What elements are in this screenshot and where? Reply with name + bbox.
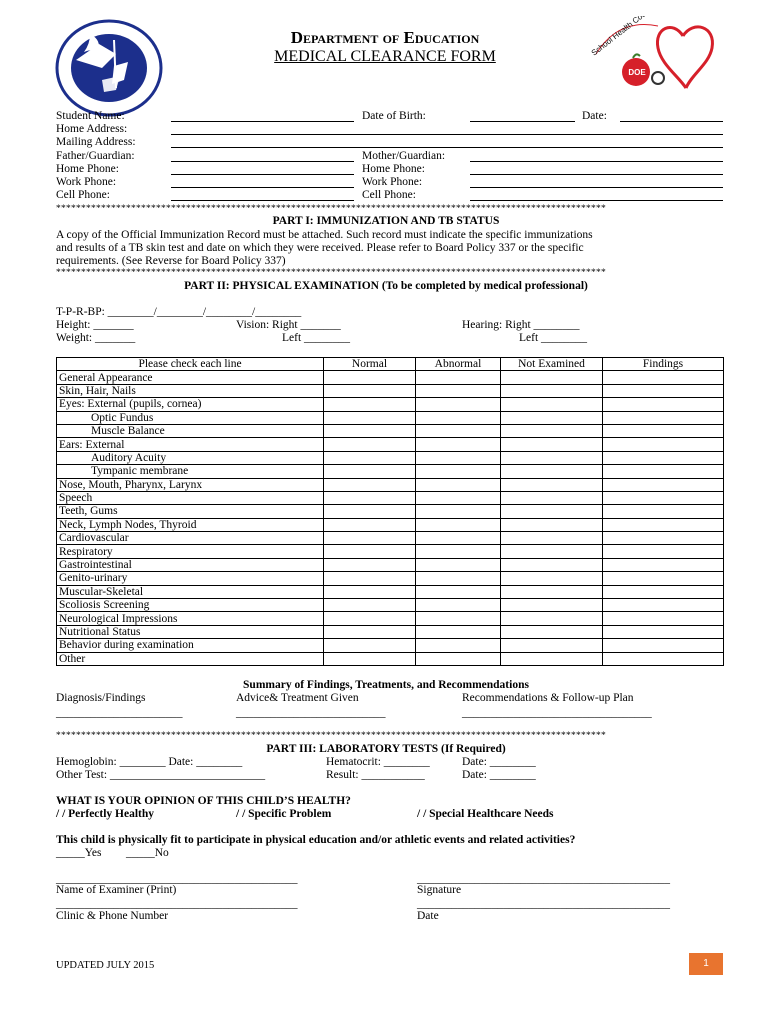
exam-item-label: Genito-urinary [57,572,324,585]
mother-cell-phone-field[interactable] [470,200,723,201]
abnormal-cell[interactable] [416,518,501,531]
part1-text-line3: requirements. (See Reverse for Board Policy 337) [56,255,286,267]
findings-cell[interactable] [603,384,724,397]
mailing-address-label: Mailing Address: [56,136,136,148]
option-special-healthcare-needs[interactable]: / / Special Healthcare Needs [417,808,554,820]
normal-cell[interactable] [324,518,416,531]
not-examined-cell[interactable] [501,438,603,451]
findings-cell[interactable] [603,424,724,437]
table-row [57,438,724,451]
home-address-field[interactable] [171,134,723,135]
not-examined-cell[interactable] [501,652,603,665]
examiner-name-field[interactable]: __________________________________________ [56,873,298,885]
table-row [57,478,724,491]
table-row [57,518,724,531]
header-findings: Findings [603,358,724,371]
findings-cell[interactable] [603,625,724,638]
not-examined-cell[interactable] [501,505,603,518]
table-row [57,572,724,585]
mother-work-phone-label: Work Phone: [362,176,423,188]
normal-cell[interactable] [324,652,416,665]
table-row [57,411,724,424]
findings-cell[interactable] [603,545,724,558]
abnormal-cell[interactable] [416,585,501,598]
abnormal-cell[interactable] [416,465,501,478]
exam-item-label: Auditory Acuity [57,451,324,464]
not-examined-cell[interactable] [501,572,603,585]
advice-field[interactable]: __________________________ [236,707,386,719]
table-row [57,398,724,411]
clinic-phone-label: Clinic & Phone Number [56,910,169,922]
clinic-phone-field[interactable]: __________________________________________ [56,898,298,910]
vision-right-field[interactable]: Vision: Right _______ [236,319,341,331]
part3-title: PART III: LABORATORY TESTS (If Required) [266,743,506,755]
normal-cell[interactable] [324,451,416,464]
exam-item-label: Ears: External [57,438,324,451]
abnormal-cell[interactable] [416,558,501,571]
student-name-label: Student Name: [56,110,125,122]
exam-item-label: Other [57,652,324,665]
findings-cell[interactable] [603,371,724,384]
updated-date: UPDATED JULY 2015 [56,960,155,971]
normal-cell[interactable] [324,371,416,384]
father-guardian-field[interactable] [171,161,354,162]
findings-cell[interactable] [603,612,724,625]
date-of-birth-label: Date of Birth: [362,110,426,122]
exam-item-label: Muscle Balance [57,424,324,437]
sign-date-field[interactable]: ____________________________________________ [417,898,670,910]
normal-cell[interactable] [324,639,416,652]
advice-treatment-label: Advice& Treatment Given [236,692,359,704]
table-row [57,585,724,598]
not-examined-cell[interactable] [501,518,603,531]
findings-cell[interactable] [603,505,724,518]
findings-cell[interactable] [603,585,724,598]
part1-text-line2: and results of a TB skin test and date on which they were received. Please refer to Board Policy 337 or the specific [56,242,584,254]
not-examined-cell[interactable] [501,424,603,437]
summary-title: Summary of Findings, Treatments, and Recommendations [243,679,529,691]
findings-cell[interactable] [603,491,724,504]
date-field[interactable] [620,121,723,122]
table-row [57,384,724,397]
findings-cell[interactable] [603,438,724,451]
hemoglobin-field[interactable]: Hemoglobin: ________ Date: ________ [56,756,243,768]
abnormal-cell[interactable] [416,639,501,652]
findings-cell[interactable] [603,398,724,411]
father-work-phone-field[interactable] [171,187,354,188]
father-cell-phone-label: Cell Phone: [56,189,110,201]
abnormal-cell[interactable] [416,532,501,545]
not-examined-cell[interactable] [501,465,603,478]
exam-item-label: Eyes: External (pupils, cornea) [57,398,324,411]
findings-cell[interactable] [603,558,724,571]
guam-doe-seal-logo [54,18,164,118]
not-examined-cell[interactable] [501,398,603,411]
findings-cell[interactable] [603,652,724,665]
not-examined-cell[interactable] [501,612,603,625]
not-examined-cell[interactable] [501,371,603,384]
recommendations-label: Recommendations & Follow-up Plan [462,692,634,704]
not-examined-cell[interactable] [501,411,603,424]
father-guardian-label: Father/Guardian: [56,150,135,162]
normal-cell[interactable] [324,585,416,598]
mother-cell-phone-label: Cell Phone: [362,189,416,201]
normal-cell[interactable] [324,438,416,451]
father-home-phone-field[interactable] [171,174,354,175]
fitness-no[interactable]: _____No [126,847,169,859]
exam-item-label: Cardiovascular [57,532,324,545]
findings-cell[interactable] [603,411,724,424]
abnormal-cell[interactable] [416,599,501,612]
abnormal-cell[interactable] [416,545,501,558]
table-row [57,451,724,464]
findings-cell[interactable] [603,451,724,464]
hearing-right-field[interactable]: Hearing: Right ________ [462,319,580,331]
doe-badge: DOE [628,68,646,77]
student-name-field[interactable] [171,121,354,122]
normal-cell[interactable] [324,625,416,638]
other-test-field[interactable]: Other Test: ___________________________ [56,769,266,781]
findings-cell[interactable] [603,478,724,491]
result-field[interactable]: Result: ___________ [326,769,425,781]
weight-field[interactable]: Weight: _______ [56,332,136,344]
exam-item-label: Neck, Lymph Nodes, Thyroid [57,518,324,531]
abnormal-cell[interactable] [416,411,501,424]
abnormal-cell[interactable] [416,625,501,638]
abnormal-cell[interactable] [416,491,501,504]
part1-text-line1: A copy of the Official Immunization Record must be attached. Such record must indicate the specific immunizations [56,229,593,241]
abnormal-cell[interactable] [416,451,501,464]
exam-item-label: Optic Fundus [57,411,324,424]
header-abnormal: Abnormal [416,358,501,371]
exam-item-label: Gastrointestinal [57,558,324,571]
normal-cell[interactable] [324,398,416,411]
exam-item-label: Scoliosis Screening [57,599,324,612]
findings-cell[interactable] [603,639,724,652]
recommendations-field[interactable]: _________________________________ [462,707,652,719]
part1-title: PART I: IMMUNIZATION AND TB STATUS [272,215,500,227]
exam-item-label: Teeth, Gums [57,505,324,518]
normal-cell[interactable] [324,465,416,478]
star-divider: ************************************************************************************************************** [56,731,606,741]
part2-title: PART II: PHYSICAL EXAMINATION (To be completed by medical professional) [184,280,588,292]
not-examined-cell[interactable] [501,585,603,598]
not-examined-cell[interactable] [501,545,603,558]
normal-cell[interactable] [324,505,416,518]
table-row [57,652,724,665]
normal-cell[interactable] [324,384,416,397]
table-row [57,639,724,652]
form-title: MEDICAL CLEARANCE FORM [274,48,496,65]
table-row [57,545,724,558]
findings-cell[interactable] [603,572,724,585]
hematocrit-date-field[interactable]: Date: ________ [462,756,536,768]
star-divider: ************************************************************************************************************** [56,268,606,278]
exam-item-label: Muscular-Skeletal [57,585,324,598]
height-field[interactable]: Height: _______ [56,319,134,331]
date-of-birth-field[interactable] [470,121,575,122]
normal-cell[interactable] [324,491,416,504]
findings-cell[interactable] [603,465,724,478]
hearing-left-field[interactable]: Left ________ [519,332,588,344]
physical-exam-table [56,357,724,666]
exam-item-label: Behavior during examination [57,639,324,652]
mother-guardian-field[interactable] [470,161,723,162]
normal-cell[interactable] [324,424,416,437]
not-examined-cell[interactable] [501,384,603,397]
svg-text:School Health Cou: School Health Cou [589,16,648,58]
not-examined-cell[interactable] [501,451,603,464]
exam-item-label: Respiratory [57,545,324,558]
abnormal-cell[interactable] [416,478,501,491]
mother-home-phone-label: Home Phone: [362,163,425,175]
school-health-counselors-logo [588,16,718,108]
exam-item-label: Neurological Impressions [57,612,324,625]
star-divider: ************************************************************************************************************** [56,204,606,214]
table-row [57,625,724,638]
sign-date-label: Date [417,910,439,922]
normal-cell[interactable] [324,545,416,558]
table-row [57,371,724,384]
table-row [57,612,724,625]
tprbp-field[interactable]: T-P-R-BP: ________/________/________/________ [56,306,302,318]
abnormal-cell[interactable] [416,424,501,437]
table-row [57,491,724,504]
fitness-question: This child is physically fit to participate in physical education and/or athletic events and related activities? [56,834,576,846]
abnormal-cell[interactable] [416,505,501,518]
not-examined-cell[interactable] [501,625,603,638]
table-header-row [57,358,724,371]
abnormal-cell[interactable] [416,398,501,411]
normal-cell[interactable] [324,478,416,491]
table-row [57,599,724,612]
father-home-phone-label: Home Phone: [56,163,119,175]
table-row [57,532,724,545]
exam-item-label: Speech [57,491,324,504]
exam-item-label: Tympanic membrane [57,465,324,478]
signature-field[interactable]: ____________________________________________ [417,873,670,885]
normal-cell[interactable] [324,532,416,545]
mother-work-phone-field[interactable] [470,187,723,188]
not-examined-cell[interactable] [501,532,603,545]
table-row [57,558,724,571]
mother-guardian-label: Mother/Guardian: [362,150,446,162]
exam-item-label: General Appearance [57,371,324,384]
vision-left-field[interactable]: Left ________ [282,332,351,344]
examiner-name-label: Name of Examiner (Print) [56,884,177,896]
page-number-badge: 1 [689,953,723,975]
header-check-each-line: Please check each line [57,358,324,371]
findings-cell[interactable] [603,532,724,545]
not-examined-cell[interactable] [501,491,603,504]
findings-cell[interactable] [603,599,724,612]
header-normal: Normal [324,358,416,371]
abnormal-cell[interactable] [416,652,501,665]
normal-cell[interactable] [324,572,416,585]
exam-item-label: Nose, Mouth, Pharynx, Larynx [57,478,324,491]
normal-cell[interactable] [324,599,416,612]
table-row [57,465,724,478]
diagnosis-field[interactable]: ______________________ [56,707,183,719]
signature-label: Signature [417,884,462,896]
exam-item-label: Skin, Hair, Nails [57,384,324,397]
abnormal-cell[interactable] [416,384,501,397]
normal-cell[interactable] [324,558,416,571]
abnormal-cell[interactable] [416,371,501,384]
normal-cell[interactable] [324,411,416,424]
abnormal-cell[interactable] [416,612,501,625]
diagnosis-findings-label: Diagnosis/Findings [56,692,146,704]
date-label: Date: [582,110,607,122]
not-examined-cell[interactable] [501,599,603,612]
option-specific-problem[interactable]: / / Specific Problem [236,808,332,820]
exam-item-label: Nutritional Status [57,625,324,638]
option-perfectly-healthy[interactable]: / / Perfectly Healthy [56,808,155,820]
table-row [57,424,724,437]
not-examined-cell[interactable] [501,558,603,571]
father-work-phone-label: Work Phone: [56,176,117,188]
not-examined-cell[interactable] [501,639,603,652]
result-date-field[interactable]: Date: ________ [462,769,536,781]
not-examined-cell[interactable] [501,478,603,491]
abnormal-cell[interactable] [416,438,501,451]
header-not-examined: Not Examined [501,358,603,371]
mailing-address-field[interactable] [171,147,723,148]
mother-home-phone-field[interactable] [470,174,723,175]
opinion-question: WHAT IS YOUR OPINION OF THIS CHILD’S HEALTH? [56,795,351,807]
fitness-yes[interactable]: _____Yes [56,847,102,859]
abnormal-cell[interactable] [416,572,501,585]
findings-cell[interactable] [603,518,724,531]
hematocrit-field[interactable]: Hematocrit: ________ [326,756,430,768]
home-address-label: Home Address: [56,123,128,135]
department-title: Department of Education [290,28,480,47]
father-cell-phone-field[interactable] [171,200,354,201]
normal-cell[interactable] [324,612,416,625]
table-row [57,505,724,518]
